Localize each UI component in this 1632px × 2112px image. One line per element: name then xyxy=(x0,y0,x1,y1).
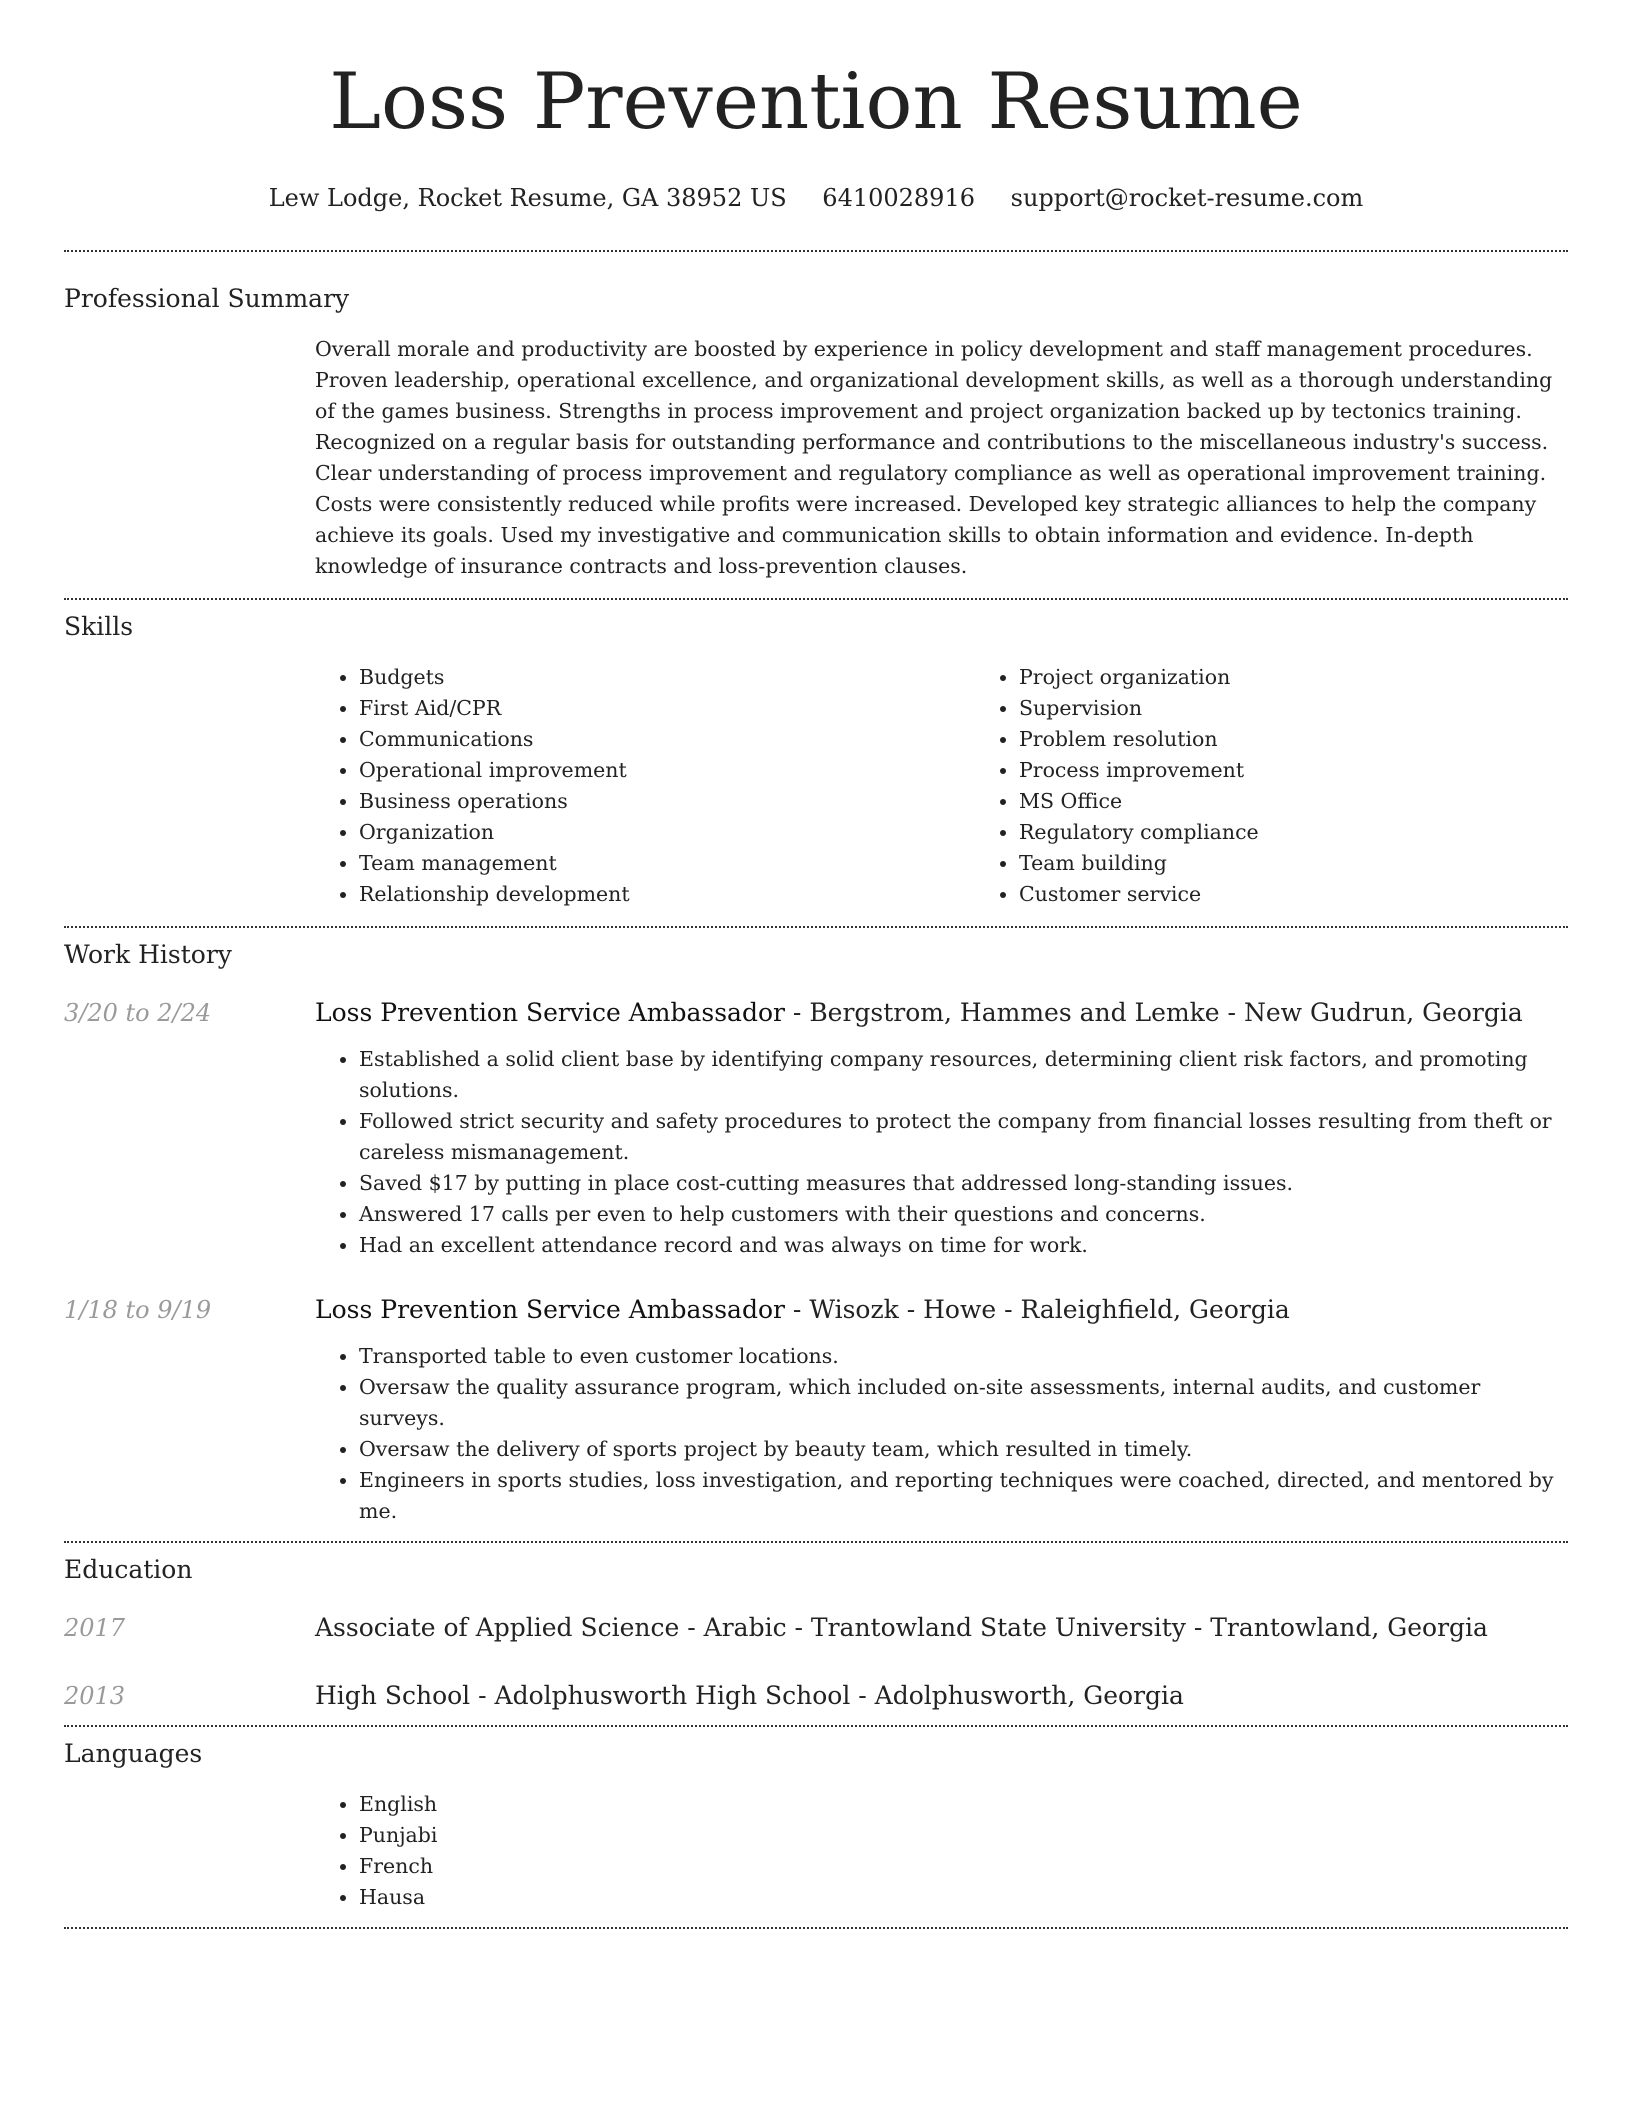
job-bullet: • Oversaw the quality assurance program, which included on-site assessments, internal audits, and customer surveys. xyxy=(359,1372,1568,1434)
contact-address: Lew Lodge, Rocket Resume, GA 38952 US xyxy=(268,184,787,212)
job-bullet: • Followed strict security and safety procedures to protect the company from financial losses resulting from theft or careless mismanagement. xyxy=(359,1106,1568,1168)
job-dates: 1/18 to 9/19 xyxy=(64,1296,212,1324)
skill-item: • Operational improvement xyxy=(359,755,975,786)
work-heading: Work History xyxy=(64,940,232,969)
skill-item: • MS Office xyxy=(1019,786,1632,817)
resume-title: Loss Prevention Resume xyxy=(329,57,1303,147)
education-section xyxy=(64,1543,1568,1725)
job-dates: 3/20 to 2/24 xyxy=(64,999,212,1027)
language-item: • Hausa xyxy=(359,1882,1568,1913)
job-bullet: • Established a solid client base by identifying company resources, determining client risk factors, and promoting solutions. xyxy=(359,1044,1568,1106)
job-heading: Loss Prevention Service Ambassador - Wisozk - Howe - Raleighfield, Georgia xyxy=(315,1295,1290,1324)
skill-item: • Organization xyxy=(359,817,975,848)
contact-phone: 6410028916 xyxy=(822,184,975,212)
skills-list-right xyxy=(975,662,1632,910)
job-entry xyxy=(64,996,1568,1261)
education-details: High School - Adolphusworth High School - Adolphusworth, Georgia xyxy=(315,1681,1184,1710)
job-bullet: • Transported table to even customer locations. xyxy=(359,1341,1568,1372)
job-bullet: • Engineers in sports studies, loss investigation, and reporting techniques were coached, directed, and mentored by me. xyxy=(359,1465,1568,1527)
skill-item: • Supervision xyxy=(1019,693,1632,724)
job-bullets xyxy=(315,1044,1568,1261)
skills-list-left xyxy=(315,662,975,910)
skill-item: • Business operations xyxy=(359,786,975,817)
language-item: • French xyxy=(359,1851,1568,1882)
job-bullet: • Answered 17 calls per even to help customers with their questions and concerns. xyxy=(359,1199,1568,1230)
skill-item: • First Aid/CPR xyxy=(359,693,975,724)
skill-item: • Project organization xyxy=(1019,662,1632,693)
summary-section xyxy=(64,252,1568,598)
education-entry xyxy=(64,1611,1568,1645)
contact-email: support@rocket-resume.com xyxy=(1010,184,1364,212)
section-divider xyxy=(64,1927,1568,1929)
education-heading: Education xyxy=(64,1555,193,1584)
job-bullet: • Saved $17 by putting in place cost-cutting measures that addressed long-standing issues. xyxy=(359,1168,1568,1199)
job-title: Loss Prevention Service Ambassador xyxy=(315,998,785,1027)
job-company: Bergstrom, Hammes and Lemke xyxy=(809,998,1220,1027)
summary-text: Overall morale and productivity are boosted by experience in policy development and staff management procedures. Proven leadership, operational excellence, and organizational development skills, as well as a thorough understanding of the games business. Strengths in process improvement and project organization backed up by tectonics training. Recognized on a regular basis for outstanding performance and contributions to the miscellaneous industry's success. Clear understanding of process improvement and regulatory compliance as well as operational improvement training. Costs were consistently reduced while profits were increased. Developed key strategic alliances to help the company achieve its goals. Used my investigative and communication skills to obtain information and evidence. In-depth knowledge of insurance contracts and loss-prevention clauses. xyxy=(315,337,1553,578)
language-item: • Punjabi xyxy=(359,1820,1568,1851)
job-bullet: • Oversaw the delivery of sports project by beauty team, which resulted in timely. xyxy=(359,1434,1568,1465)
skills-heading: Skills xyxy=(64,612,134,641)
education-entry xyxy=(64,1679,1568,1713)
education-year: 2017 xyxy=(64,1614,126,1642)
skill-item: • Relationship development xyxy=(359,879,975,910)
skills-section xyxy=(64,600,1568,926)
skill-item: • Customer service xyxy=(1019,879,1632,910)
skill-item: • Team management xyxy=(359,848,975,879)
job-bullets xyxy=(315,1341,1568,1527)
education-details: Associate of Applied Science - Arabic - Trantowland State University - Trantowland, Georgia xyxy=(315,1613,1488,1642)
skill-item: • Regulatory compliance xyxy=(1019,817,1632,848)
job-company: Wisozk - Howe xyxy=(809,1295,997,1324)
work-section xyxy=(64,928,1568,1541)
contact-line xyxy=(64,182,1568,214)
job-location: New Gudrun, Georgia xyxy=(1243,998,1523,1027)
skill-item: • Budgets xyxy=(359,662,975,693)
languages-section xyxy=(64,1727,1568,1927)
skill-item: • Communications xyxy=(359,724,975,755)
languages-heading: Languages xyxy=(64,1739,203,1768)
language-item: • English xyxy=(359,1789,1568,1820)
skill-item: • Process improvement xyxy=(1019,755,1632,786)
education-year: 2013 xyxy=(64,1682,126,1710)
job-bullet: • Had an excellent attendance record and was always on time for work. xyxy=(359,1230,1568,1261)
summary-heading: Professional Summary xyxy=(64,284,350,313)
job-heading: Loss Prevention Service Ambassador - Bergstrom, Hammes and Lemke - New Gudrun, Georgia xyxy=(315,998,1523,1027)
skill-item: • Problem resolution xyxy=(1019,724,1632,755)
languages-list xyxy=(315,1789,1568,1913)
skill-item: • Team building xyxy=(1019,848,1632,879)
job-location: Raleighfield, Georgia xyxy=(1020,1295,1290,1324)
job-entry xyxy=(64,1293,1568,1527)
job-title: Loss Prevention Service Ambassador xyxy=(315,1295,785,1324)
